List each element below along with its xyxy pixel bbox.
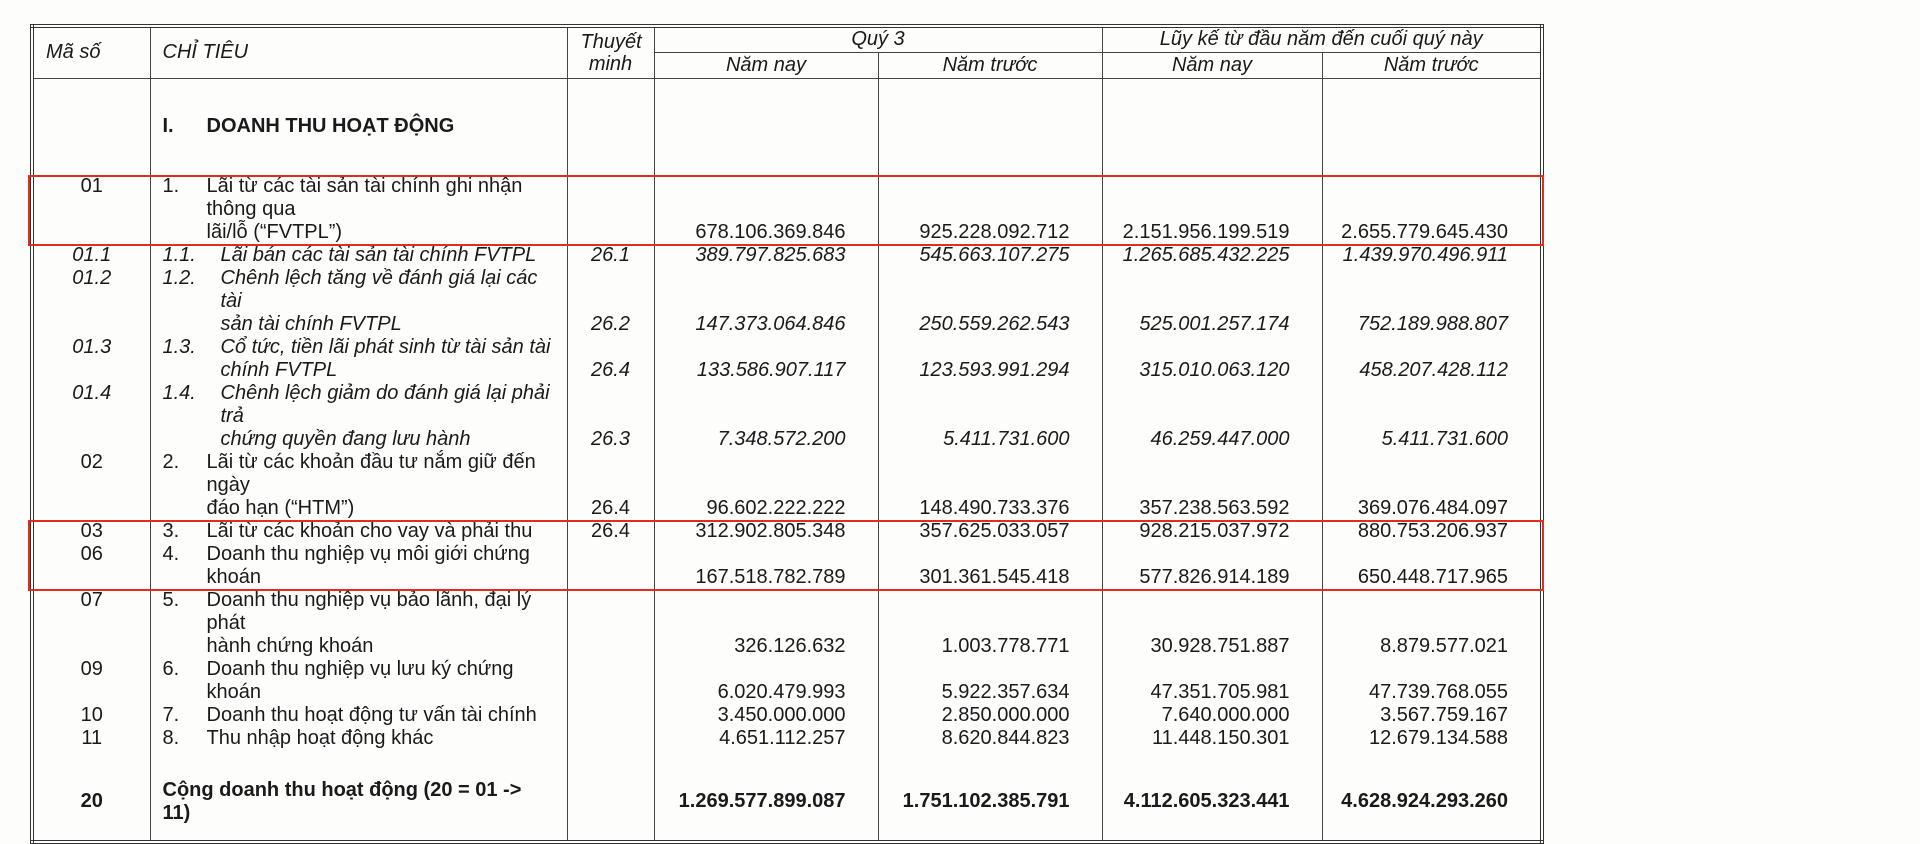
table-row [32,267,1542,336]
row-q-this-year: 167.518.782.789 [654,543,878,589]
row-q-last-year: 357.625.033.057 [878,520,1102,543]
row-index: 2. [162,450,180,473]
row-q-last-year: 148.490.733.376 [878,451,1102,520]
row-label-line1: Lãi từ các khoản đầu tư nắm giữ đến ngày [206,450,536,496]
row-ytd-this-year: 577.826.914.189 [1102,543,1322,589]
row-indicator [150,382,567,451]
row-ytd-last-year: 458.207.428.112 [1322,336,1542,382]
row-ytd-last-year: 47.739.768.055 [1322,658,1542,704]
row-label-line1: Lãi từ các khoản cho vay và phải thu [206,519,533,542]
row-code: 01.2 [32,267,150,336]
total-row [32,764,1542,842]
header-ytd-last-year: Năm trước [1322,52,1542,78]
row-code: 01.3 [32,336,150,382]
total-code: 20 [32,764,150,842]
row-indicator [150,658,567,704]
row-ytd-last-year: 5.411.731.600 [1322,382,1542,451]
row-code: 07 [32,589,150,658]
row-index: 4. [162,542,180,565]
row-label-line1: Chênh lệch giảm do đánh giá lại phải trả [220,381,550,427]
row-label-line2: hành chứng khoán [206,634,374,657]
row-q-last-year: 1.003.778.771 [878,589,1102,658]
row-q-last-year: 925.228.092.712 [878,175,1102,244]
row-index: 1.1. [162,243,196,266]
row-q-last-year: 8.620.844.823 [878,727,1102,750]
section-title: DOANH THU HOẠT ĐỘNG [206,115,455,137]
row-indicator [150,244,567,267]
row-q-this-year: 96.602.222.222 [654,451,878,520]
header-indicator: CHỈ TIÊU [150,26,567,78]
row-label-line1: Chênh lệch tăng về đánh giá lại các tài [220,266,538,312]
header-q-last-year: Năm trước [878,52,1102,78]
row-ytd-this-year: 11.448.150.301 [1102,727,1322,750]
row-note: 26.3 [567,382,654,451]
row-q-this-year: 7.348.572.200 [654,382,878,451]
row-q-last-year: 301.361.545.418 [878,543,1102,589]
row-label-line1: Lãi từ các tài sản tài chính ghi nhận thông qua [206,174,523,220]
row-code: 03 [32,520,150,543]
row-ytd-this-year: 2.151.956.199.519 [1102,175,1322,244]
table-row [32,336,1542,382]
row-index: 5. [162,588,180,611]
row-q-last-year: 2.850.000.000 [878,704,1102,727]
row-code: 11 [32,727,150,750]
row-ytd-this-year: 315.010.063.120 [1102,336,1322,382]
table-row [32,382,1542,451]
row-ytd-this-year: 928.215.037.972 [1102,520,1322,543]
row-ytd-this-year: 357.238.563.592 [1102,451,1322,520]
row-indicator [150,451,567,520]
table-row [32,543,1542,589]
row-note [567,658,654,704]
total-q-last-year: 1.751.102.385.791 [878,764,1102,842]
row-indicator [150,727,567,750]
row-q-this-year: 6.020.479.993 [654,658,878,704]
total-ytd-last-year: 4.628.924.293.260 [1322,764,1542,842]
table-row [32,451,1542,520]
row-indicator [150,543,567,589]
row-code: 01.1 [32,244,150,267]
row-index: 3. [162,519,180,542]
row-indicator [150,589,567,658]
table-row [32,589,1542,658]
row-code: 06 [32,543,150,589]
row-label-line1: Doanh thu nghiệp vụ bảo lãnh, đại lý phát [206,588,532,634]
row-note: 26.1 [567,244,654,267]
row-q-last-year: 545.663.107.275 [878,244,1102,267]
row-q-this-year: 678.106.369.846 [654,175,878,244]
row-ytd-last-year: 3.567.759.167 [1322,704,1542,727]
row-q-this-year: 326.126.632 [654,589,878,658]
row-label-line1: Lãi bán các tài sản tài chính FVTPL [220,243,537,266]
row-note [567,175,654,244]
row-label-line2: đáo hạn (“HTM”) [206,496,355,519]
total-label: Cộng doanh thu hoạt động (20 = 01 -> 11) [150,764,567,842]
total-ytd-this-year: 4.112.605.323.441 [1102,764,1322,842]
row-ytd-this-year: 30.928.751.887 [1102,589,1322,658]
header-note-label: Thuyết minh [580,30,642,75]
row-label-line2: chứng quyền đang lưu hành [220,427,471,450]
section-index: I. [162,115,174,137]
table-row [32,727,1542,750]
table-row [32,244,1542,267]
row-q-this-year: 389.797.825.683 [654,244,878,267]
row-label-line1: Doanh thu hoạt động tư vấn tài chính [206,703,537,726]
row-q-last-year: 123.593.991.294 [878,336,1102,382]
row-code: 01 [32,175,150,244]
table-row [32,704,1542,727]
header-note [567,26,654,78]
row-ytd-last-year: 650.448.717.965 [1322,543,1542,589]
header-quarter-group: Quý 3 [654,26,1102,52]
table-row [32,175,1542,244]
header-ytd-group: Lũy kế từ đầu năm đến cuối quý này [1102,26,1542,52]
row-index: 8. [162,726,180,749]
header-code: Mã số [32,26,150,78]
row-ytd-last-year: 8.879.577.021 [1322,589,1542,658]
row-q-this-year: 3.450.000.000 [654,704,878,727]
row-index: 7. [162,703,180,726]
row-ytd-this-year: 525.001.257.174 [1102,267,1322,336]
row-label-line1: Cổ tức, tiền lãi phát sinh từ tài sản tài [220,335,551,358]
row-indicator [150,520,567,543]
row-q-this-year: 147.373.064.846 [654,267,878,336]
row-index: 1.4. [162,381,196,404]
table-row [32,658,1542,704]
header-q-this-year: Năm nay [654,52,878,78]
row-note: 26.4 [567,336,654,382]
row-label-line2: lãi/lỗ (“FVTPL”) [206,220,343,243]
row-q-last-year: 5.411.731.600 [878,382,1102,451]
row-ytd-this-year: 1.265.685.432.225 [1102,244,1322,267]
row-code: 01.4 [32,382,150,451]
row-note: 26.2 [567,267,654,336]
row-indicator [150,267,567,336]
row-ytd-last-year: 2.655.779.645.430 [1322,175,1542,244]
row-index: 1.2. [162,266,196,289]
row-label-line1: Doanh thu nghiệp vụ lưu ký chứng khoán [206,657,514,703]
row-note [567,543,654,589]
row-indicator [150,336,567,382]
row-note: 26.4 [567,520,654,543]
row-code: 10 [32,704,150,727]
row-label-line2: chính FVTPL [220,358,338,381]
row-label-line1: Thu nhập hoạt động khác [206,726,434,749]
row-q-last-year: 250.559.262.543 [878,267,1102,336]
row-index: 1. [162,174,180,197]
row-ytd-last-year: 1.439.970.496.911 [1322,244,1542,267]
row-note [567,704,654,727]
row-indicator [150,704,567,727]
row-code: 09 [32,658,150,704]
header-ytd-this-year: Năm nay [1102,52,1322,78]
row-ytd-last-year: 369.076.484.097 [1322,451,1542,520]
row-index: 1.3. [162,335,196,358]
row-indicator [150,175,567,244]
income-statement-table [30,24,1544,844]
section-row [32,78,1542,175]
row-ytd-last-year: 12.679.134.588 [1322,727,1542,750]
total-q-this-year: 1.269.577.899.087 [654,764,878,842]
row-q-this-year: 133.586.907.117 [654,336,878,382]
row-q-this-year: 4.651.112.257 [654,727,878,750]
row-ytd-last-year: 752.189.988.807 [1322,267,1542,336]
table-row [32,520,1542,543]
row-note [567,727,654,750]
row-ytd-this-year: 7.640.000.000 [1102,704,1322,727]
row-q-last-year: 5.922.357.634 [878,658,1102,704]
row-q-this-year: 312.902.805.348 [654,520,878,543]
row-ytd-this-year: 47.351.705.981 [1102,658,1322,704]
row-ytd-last-year: 880.753.206.937 [1322,520,1542,543]
row-label-line1: Doanh thu nghiệp vụ môi giới chứng khoán [206,542,530,588]
row-label-line2: sản tài chính FVTPL [220,312,402,335]
row-note [567,589,654,658]
row-note: 26.4 [567,451,654,520]
row-index: 6. [162,657,180,680]
row-ytd-this-year: 46.259.447.000 [1102,382,1322,451]
row-code: 02 [32,451,150,520]
